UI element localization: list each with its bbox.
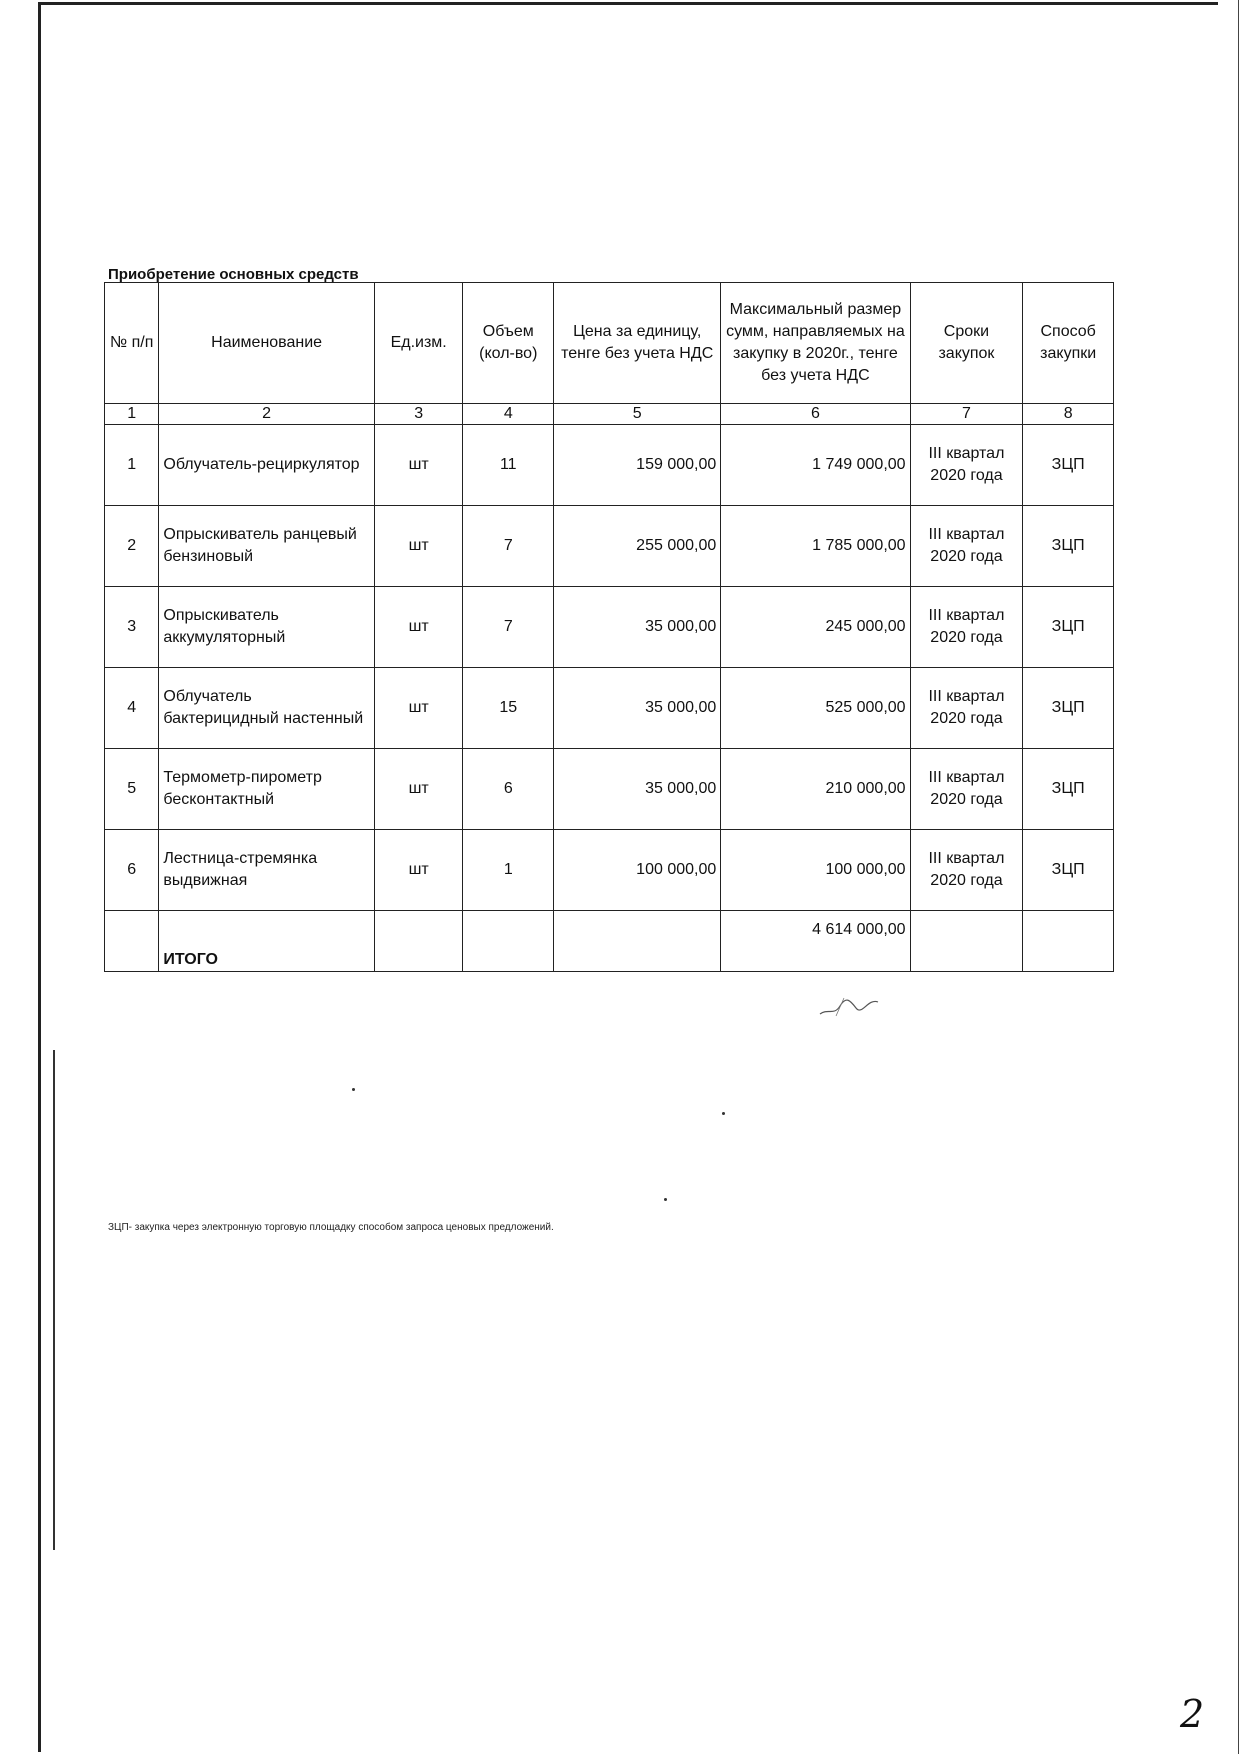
cell-method: ЗЦП (1023, 587, 1114, 668)
cell-unit: шт (374, 668, 463, 749)
cell-num: 1 (105, 425, 159, 506)
cell-num: 6 (105, 830, 159, 911)
col-header-unit: Ед.изм. (374, 283, 463, 404)
section-heading: Приобретение основных средств (108, 266, 359, 283)
table-row (105, 587, 1114, 668)
cell-name: Опрыскиватель аккумуляторный (159, 587, 374, 668)
cell-name: Облучатель-рециркулятор (159, 425, 374, 506)
column-number-row (105, 404, 1114, 425)
total-empty-cell (910, 911, 1023, 972)
scan-edge-right (1238, 0, 1239, 1754)
cell-qty: 15 (463, 668, 554, 749)
cell-qty: 7 (463, 506, 554, 587)
col-header-method: Способ закупки (1023, 283, 1114, 404)
table-row (105, 749, 1114, 830)
col-header-name: Наименование (159, 283, 374, 404)
cell-unit: шт (374, 587, 463, 668)
cell-unit: шт (374, 425, 463, 506)
total-empty-cell (463, 911, 554, 972)
cell-price: 159 000,00 (554, 425, 721, 506)
cell-name: Опрыскиватель ранцевый бензиновый (159, 506, 374, 587)
cell-name: Облучатель бактерицидный настенный (159, 668, 374, 749)
cell-name: Термометр-пирометр бесконтактный (159, 749, 374, 830)
cell-qty: 1 (463, 830, 554, 911)
cell-term: III квартал 2020 года (910, 830, 1023, 911)
cell-max-sum: 525 000,00 (721, 668, 910, 749)
table-row (105, 425, 1114, 506)
column-number: 2 (159, 404, 374, 425)
cell-max-sum: 100 000,00 (721, 830, 910, 911)
cell-method: ЗЦП (1023, 749, 1114, 830)
column-number: 1 (105, 404, 159, 425)
scan-edge-left (38, 2, 41, 1752)
col-header-max-sum: Максимальный размер сумм, направляемых на закупку в 2020г., тенге без учета НДС (721, 283, 910, 404)
cell-name: Лестница-стремянка выдвижная (159, 830, 374, 911)
col-header-price: Цена за единицу, тенге без учета НДС (554, 283, 721, 404)
cell-term: III квартал 2020 года (910, 425, 1023, 506)
cell-method: ЗЦП (1023, 668, 1114, 749)
cell-unit: шт (374, 749, 463, 830)
cell-qty: 7 (463, 587, 554, 668)
procurement-table (104, 282, 1114, 972)
cell-term: III квартал 2020 года (910, 749, 1023, 830)
signature-mark (816, 990, 886, 1020)
column-number: 5 (554, 404, 721, 425)
cell-method: ЗЦП (1023, 830, 1114, 911)
cell-max-sum: 1 749 000,00 (721, 425, 910, 506)
footnote: ЗЦП- закупка через электронную торговую площадку способом запроса ценовых предложений. (108, 1222, 554, 1233)
cell-price: 35 000,00 (554, 668, 721, 749)
cell-max-sum: 245 000,00 (721, 587, 910, 668)
column-number: 8 (1023, 404, 1114, 425)
total-value: 4 614 000,00 (721, 911, 910, 972)
total-empty-cell (1023, 911, 1114, 972)
cell-unit: шт (374, 506, 463, 587)
cell-term: III квартал 2020 года (910, 506, 1023, 587)
col-header-term: Сроки закупок (910, 283, 1023, 404)
table-row (105, 830, 1114, 911)
scan-speck (664, 1198, 667, 1201)
header-row (105, 283, 1114, 404)
cell-num: 4 (105, 668, 159, 749)
total-row (105, 911, 1114, 972)
table-row (105, 506, 1114, 587)
total-empty-cell (105, 911, 159, 972)
cell-qty: 11 (463, 425, 554, 506)
cell-price: 35 000,00 (554, 749, 721, 830)
column-number: 3 (374, 404, 463, 425)
cell-method: ЗЦП (1023, 506, 1114, 587)
table-row (105, 668, 1114, 749)
cell-num: 3 (105, 587, 159, 668)
scan-edge-top (40, 2, 1218, 5)
cell-unit: шт (374, 830, 463, 911)
total-label (159, 911, 374, 972)
page-number: 2 (1180, 1692, 1205, 1736)
column-number: 7 (910, 404, 1023, 425)
total-empty-cell (374, 911, 463, 972)
cell-price: 100 000,00 (554, 830, 721, 911)
cell-term: III квартал 2020 года (910, 668, 1023, 749)
col-header-num: № п/п (105, 283, 159, 404)
cell-max-sum: 210 000,00 (721, 749, 910, 830)
column-number: 6 (721, 404, 910, 425)
cell-num: 2 (105, 506, 159, 587)
col-header-qty: Объем (кол-во) (463, 283, 554, 404)
scan-speck (722, 1112, 725, 1115)
scan-artifact-line (53, 1050, 55, 1550)
cell-qty: 6 (463, 749, 554, 830)
cell-max-sum: 1 785 000,00 (721, 506, 910, 587)
cell-price: 255 000,00 (554, 506, 721, 587)
cell-price: 35 000,00 (554, 587, 721, 668)
cell-method: ЗЦП (1023, 425, 1114, 506)
cell-num: 5 (105, 749, 159, 830)
column-number: 4 (463, 404, 554, 425)
total-label-text: ИТОГО (163, 951, 218, 968)
cell-term: III квартал 2020 года (910, 587, 1023, 668)
scan-speck (352, 1088, 355, 1091)
total-empty-cell (554, 911, 721, 972)
